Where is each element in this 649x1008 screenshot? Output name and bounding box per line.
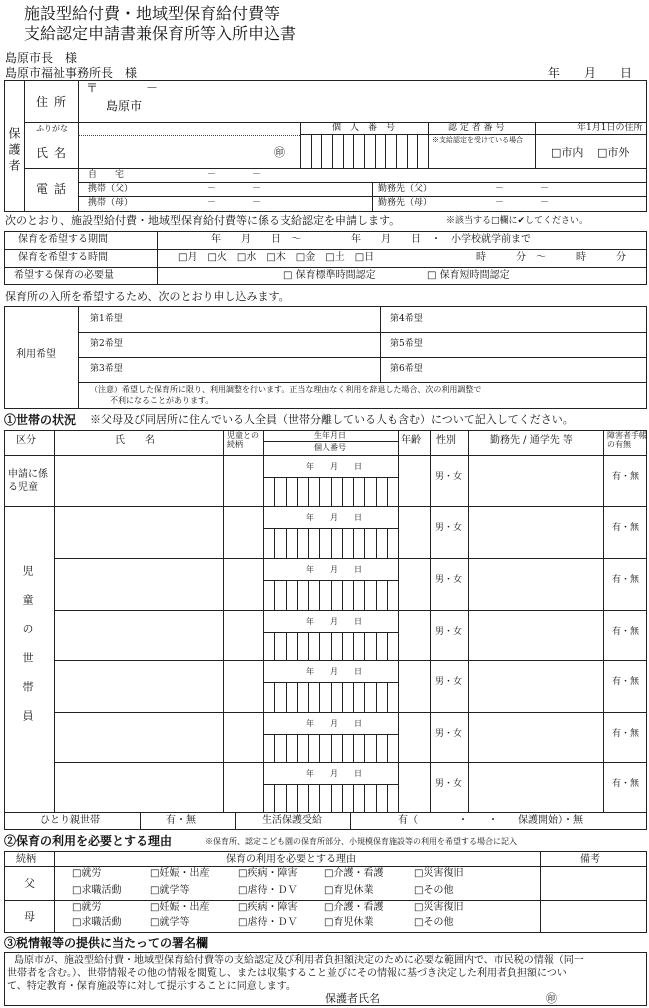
disability-field[interactable]: 有・無 — [612, 729, 640, 739]
work-father-field[interactable]: － － — [495, 184, 550, 194]
apply-statement: 次のとおり、施設型給付費・地域型保育給付費等に係る支給認定を申請します。 — [5, 214, 401, 227]
welfare-label: 生活保護受給 — [262, 815, 322, 826]
birth-date-field[interactable]: 年 月 日 — [306, 667, 362, 676]
in-city-checkbox[interactable]: □市内 — [551, 146, 584, 159]
out-city-checkbox[interactable]: □市外 — [597, 146, 630, 159]
time-field[interactable]: 時 分 ～ 時 分 — [476, 252, 626, 263]
apply-note: ※該当する□欄に✔してください。 — [446, 216, 589, 226]
phone-label: 電話 — [36, 182, 73, 196]
mother-reason-option[interactable]: □その他 — [414, 917, 454, 928]
father-reason-option[interactable]: □疾病・障害 — [238, 868, 298, 879]
col-sex: 性別 — [436, 435, 456, 446]
reason-col-remarks: 備考 — [580, 854, 600, 865]
work-mother-field[interactable]: － － — [495, 198, 550, 208]
mother-reason-option[interactable]: □介護・看護 — [324, 902, 384, 913]
row-divider — [54, 712, 647, 713]
member-number-cells[interactable] — [263, 632, 398, 660]
col-category: 区分 — [16, 435, 36, 446]
father-reason-option[interactable]: □育児休業 — [324, 885, 374, 896]
single-parent-value[interactable]: 有・無 — [166, 815, 196, 826]
wish-5[interactable]: 第5希望 — [390, 339, 423, 349]
wish-6[interactable]: 第6希望 — [390, 364, 423, 374]
single-parent-label: ひとり親世帯 — [40, 815, 100, 826]
sex-field[interactable]: 男・女 — [435, 523, 463, 533]
wishes-note-2: 不利になることがあります。 — [110, 396, 214, 405]
sex-field[interactable]: 男・女 — [435, 472, 463, 482]
consent-text-2: 世帯者を含む。）、世帯情報その他の情報を閲覧し、または収集すること並びにその情報に基づき決定した利用者負担額につい — [7, 968, 567, 979]
birth-date-field[interactable]: 年 月 日 — [306, 617, 362, 626]
disability-field[interactable]: 有・無 — [612, 627, 640, 637]
father-reason-option[interactable]: □介護・看護 — [324, 868, 384, 879]
disability-field[interactable]: 有・無 — [612, 472, 640, 482]
father-reason-option[interactable]: □虐待・ＤＶ — [238, 885, 298, 896]
addressee-welfare: 島原市福祉事務所長 様 — [5, 66, 138, 80]
short-hours-checkbox[interactable]: □ 保育短時間認定 — [427, 270, 510, 281]
certified-number-note: ※支給認定を受けている場合 — [432, 136, 523, 144]
guardian-seal: ㊞ — [274, 146, 285, 159]
sex-field[interactable]: 男・女 — [435, 779, 463, 789]
reason-mother: 母 — [24, 910, 35, 923]
wish-3[interactable]: 第3希望 — [90, 364, 123, 374]
father-reason-option[interactable]: □求職活動 — [72, 885, 122, 896]
mother-reason-option[interactable]: □疾病・障害 — [238, 902, 298, 913]
signature-label: 保護者氏名 — [325, 992, 380, 1005]
col-age: 年齢 — [401, 435, 421, 446]
col-name: 氏 名 — [115, 435, 155, 446]
signature-seal[interactable]: ㊞ — [546, 992, 557, 1005]
work-mother-label: 勤務先（母） — [378, 198, 433, 208]
member-number-cells[interactable] — [263, 477, 398, 506]
father-reason-option[interactable]: □災害復旧 — [414, 868, 464, 879]
col-work: 勤務先 / 通学先 等 — [490, 435, 573, 446]
reason-col-relation: 続柄 — [16, 854, 36, 865]
individual-number-label: 個 人 番 号 — [332, 123, 396, 133]
consent-heading: ③税情報等の提供に当たっての署名欄 — [4, 936, 209, 950]
need-amount-label: 希望する保育の必要量 — [14, 270, 114, 281]
father-reason-option[interactable]: □妊娠・出産 — [150, 868, 210, 879]
period-label: 保育を希望する期間 — [18, 234, 108, 245]
member-number-cells[interactable] — [263, 682, 398, 712]
sex-field[interactable]: 男・女 — [435, 575, 463, 585]
reason-heading-note: ※保育所、認定こども園の保育所部分、小規模保育施設等の利用を希望する場合に記入 — [205, 837, 517, 846]
reason-father: 父 — [24, 877, 35, 890]
wishes-label: 利用希望 — [16, 349, 56, 360]
certified-number-label: 認 定 者 番 号 — [448, 123, 505, 133]
sex-field[interactable]: 男・女 — [435, 729, 463, 739]
disability-field[interactable]: 有・無 — [612, 779, 640, 789]
consent-text-1: 島原市が、施設型給付費・地域型保育給付費等の支給認定及び利用者負担額決定のために必要な範囲内で、市民税の情報（同一 — [14, 955, 584, 966]
birth-date-field[interactable]: 年 月 日 — [306, 769, 362, 778]
birth-date-field[interactable]: 年 月 日 — [306, 513, 362, 522]
birth-date-field[interactable]: 年 月 日 — [306, 462, 362, 471]
members-label: 児童の世帯員 — [21, 565, 34, 739]
row-divider — [54, 762, 647, 763]
row-divider — [54, 610, 647, 611]
address-label: 住所 — [36, 95, 73, 109]
title-line2: 支給認定申請書兼保育所等入所申込書 — [24, 24, 297, 43]
mobile-mother-label: 携帯（母） — [88, 198, 134, 208]
father-reason-option[interactable]: □就労 — [72, 868, 102, 879]
wish-4[interactable]: 第4希望 — [390, 314, 423, 324]
date-field[interactable]: 年 月 日 — [548, 66, 633, 80]
member-number-cells[interactable] — [263, 528, 398, 558]
addressee-mayor: 島原市長 様 — [5, 51, 78, 65]
days-checkboxes[interactable]: □月 □火 □水 □木 □金 □土 □日 — [178, 252, 375, 263]
jan1-address-label: 年1月1日の住所 — [577, 123, 643, 133]
col-number: 個人番号 — [314, 443, 346, 452]
birth-date-field[interactable]: 年 月 日 — [306, 719, 362, 728]
reason-heading: ②保育の利用を必要とする理由 — [4, 834, 173, 848]
col-disability: 障害者手帳の有無 — [607, 431, 647, 449]
home-phone-field[interactable]: － － — [207, 170, 262, 180]
col-birth: 生年月日 — [314, 431, 346, 440]
sex-field[interactable]: 男・女 — [435, 677, 463, 687]
member-number-cells[interactable] — [263, 580, 398, 610]
home-phone-label: 自 宅 — [88, 170, 125, 180]
mobile-father-label: 携帯（父） — [88, 184, 134, 194]
furigana-label: ふりがな — [36, 124, 68, 133]
individual-number-cells[interactable] — [300, 134, 428, 168]
mother-reason-option[interactable]: □育児休業 — [324, 917, 374, 928]
nursery-statement: 保育所の入所を希望するため、次のとおり申し込みます。 — [5, 290, 290, 303]
member-number-cells[interactable] — [263, 784, 398, 812]
wish-2[interactable]: 第2希望 — [90, 339, 123, 349]
sex-field[interactable]: 男・女 — [435, 627, 463, 637]
row-divider — [54, 660, 647, 661]
applicant-label: 申請に係る児童 — [8, 469, 48, 493]
mother-reason-option[interactable]: □就労 — [72, 902, 102, 913]
wishes-note-1: （注意）希望した保育所に限り、利用調整を行います。正当な理由なく利用を辞退した場合、次の利用調整で — [90, 385, 482, 394]
disability-field[interactable]: 有・無 — [612, 523, 640, 533]
row-divider — [54, 558, 647, 559]
work-father-label: 勤務先（父） — [378, 184, 433, 194]
mother-reason-option[interactable]: □災害復旧 — [414, 902, 464, 913]
mother-reason-option[interactable]: □虐待・ＤＶ — [238, 917, 298, 928]
address-city: 島原市 — [106, 99, 143, 113]
wish-1[interactable]: 第1希望 — [90, 314, 123, 324]
household-heading-note: ※父母及び同居所に住んでいる人全員（世帯分離している人も含む）について記入してください。 — [90, 413, 574, 426]
mother-reason-option[interactable]: □就学等 — [150, 917, 190, 928]
mobile-father-field[interactable]: － － — [207, 184, 262, 194]
standard-hours-checkbox[interactable]: □ 保育標準時間認定 — [283, 270, 376, 281]
disability-field[interactable]: 有・無 — [612, 575, 640, 585]
mother-reason-option[interactable]: □妊娠・出産 — [150, 902, 210, 913]
disability-field[interactable]: 有・無 — [612, 677, 640, 687]
col-relation: 児童との続柄 — [227, 431, 259, 449]
birth-date-field[interactable]: 年 月 日 — [306, 565, 362, 574]
father-reason-option[interactable]: □その他 — [414, 885, 454, 896]
member-number-cells[interactable] — [263, 734, 398, 762]
period-field[interactable]: 年 月 日 ～ 年 月 日 ・ 小学校就学前まで — [211, 234, 531, 245]
name-label: 氏名 — [36, 146, 73, 160]
postal-code-field[interactable]: 〒 － — [86, 81, 159, 95]
guardian-label: 保護者 — [7, 127, 21, 175]
consent-text-3: て、特定教育・保育施設等に対して提示することに同意します。 — [7, 981, 296, 992]
mother-reason-option[interactable]: □求職活動 — [72, 917, 122, 928]
household-heading: ①世帯の状況 — [4, 413, 77, 427]
reason-col-reason: 保育の利用を必要とする理由 — [226, 854, 356, 865]
hours-label: 保育を希望する時間 — [18, 252, 108, 263]
title-line1: 施設型給付費・地域型保育給付費等 — [24, 4, 281, 23]
mobile-mother-field[interactable]: － － — [207, 198, 262, 208]
welfare-value[interactable]: 有（ ・ ・ 保護開始）・無 — [398, 815, 583, 826]
father-reason-option[interactable]: □就学等 — [150, 885, 190, 896]
